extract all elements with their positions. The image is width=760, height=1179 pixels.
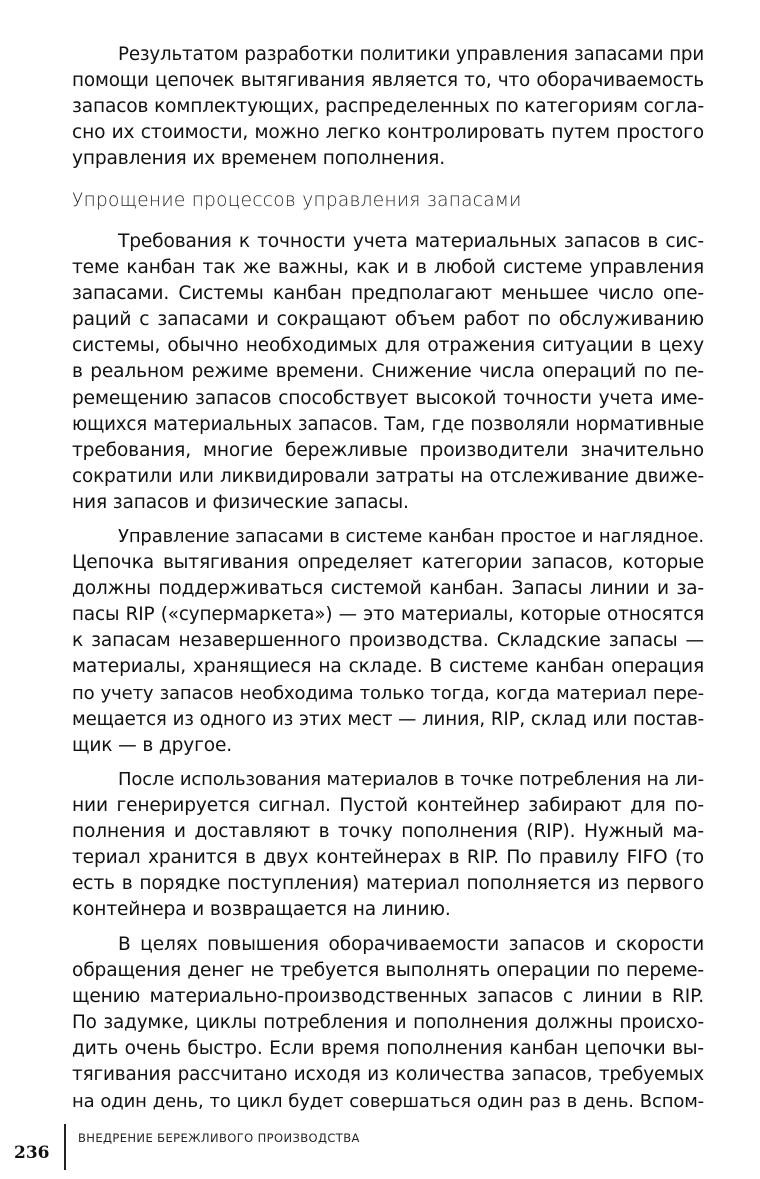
text-line: к запасам незавершенного производства. Складские запасы —: [72, 630, 704, 652]
section-heading: Упрощение процессов управления запасами: [72, 190, 522, 211]
running-footer-title: ВНЕДРЕНИЕ БЕРЕЖЛИВОГО ПРОИЗВОДСТВА: [78, 1131, 360, 1145]
text-line: тягивания рассчитано исходя из количества запасов, требуемых: [72, 1064, 704, 1086]
page-number: 236: [14, 1143, 50, 1163]
text-line: нии генерируется сигнал. Пустой контейнер забирают для по-: [72, 795, 704, 817]
text-line: управления их временем пополнения.: [72, 148, 445, 170]
text-line: мещается из одного из этих мест — линия, RIP, склад или постав-: [72, 708, 704, 730]
text-line: запасами. Системы канбан предполагают меньшее число опе-: [72, 283, 704, 305]
paragraph-3: [72, 524, 704, 759]
text-line: ремещению запасов способствует высокой точности учета име-: [72, 387, 704, 409]
text-line: помощи цепочек вытягивания является то, что оборачиваемость: [72, 70, 704, 92]
text-line: материалы, хранящиеся на складе. В системе канбан операция: [72, 656, 704, 678]
text-line: ния запасов и физические запасы.: [72, 491, 409, 513]
text-line: ющихся материальных запасов. Там, где позволяли нормативные: [72, 413, 704, 435]
text-line: Управление запасами в системе канбан простое и наглядное.: [118, 526, 704, 547]
text-line: дить очень быстро. Если время пополнения канбан цепочки вы-: [72, 1038, 704, 1060]
text-line: Требования к точности учета материальных запасов в сис-: [118, 231, 704, 252]
text-line: системы, обычно необходимых для отражения ситуации в цеху: [72, 335, 704, 357]
paragraph-5: [72, 932, 704, 1115]
text-line: щению материально-производственных запасов с линии в RIP.: [72, 986, 704, 1008]
text-line: полнения и доставляют в точку пополнения (RIP). Нужный ма-: [72, 821, 704, 843]
text-line: пасы RIP («супермаркета») — это материалы, которые относятся: [72, 604, 704, 626]
text-line: Результатом разработки политики управления запасами при: [118, 44, 704, 65]
text-line: раций с запасами и сокращают объем работ по обслуживанию: [72, 309, 704, 331]
paragraph-1: [72, 42, 704, 172]
text-line: запасов комплектующих, распределенных по категориям согла-: [72, 96, 704, 118]
text-line: на один день, то цикл будет совершаться один раз в день. Вспом-: [72, 1090, 704, 1112]
text-line: сократили или ликвидировали затраты на отслеживание движе-: [72, 465, 704, 487]
text-line: должны поддерживаться системой канбан. Запасы линии и за-: [72, 578, 704, 600]
text-line: В целях повышения оборачиваемости запасов и скорости: [118, 934, 704, 955]
text-line: теме канбан так же важны, как и в любой системе управления: [72, 257, 704, 279]
text-line: есть в порядке поступления) материал пополняется из первого: [72, 873, 704, 895]
text-line: в реальном режиме времени. Снижение числа операций по пе-: [72, 361, 704, 383]
text-line: После использования материалов в точке потребления на ли-: [118, 769, 704, 790]
text-line: териал хранится в двух контейнерах в RIP. По правилу FIFO (то: [72, 847, 704, 869]
text-line: Цепочка вытягивания определяет категории запасов, которые: [72, 552, 704, 574]
text-line: по учету запасов необходима только тогда, когда материал пере-: [72, 682, 704, 704]
text-line: По задумке, циклы потребления и пополнения должны происхо-: [72, 1012, 704, 1034]
footer-divider: [64, 1124, 66, 1170]
text-line: контейнера и возвращается на линию.: [72, 899, 451, 921]
text-line: требования, многие бережливые производители значительно: [72, 439, 704, 461]
paragraph-2: [72, 229, 704, 516]
text-line: сно их стоимости, можно легко контролировать путем простого: [72, 122, 704, 144]
text-line: щик — в другое.: [72, 734, 233, 756]
paragraph-4: [72, 767, 704, 924]
text-line: обращения денег не требуется выполнять операции по переме-: [72, 960, 704, 982]
